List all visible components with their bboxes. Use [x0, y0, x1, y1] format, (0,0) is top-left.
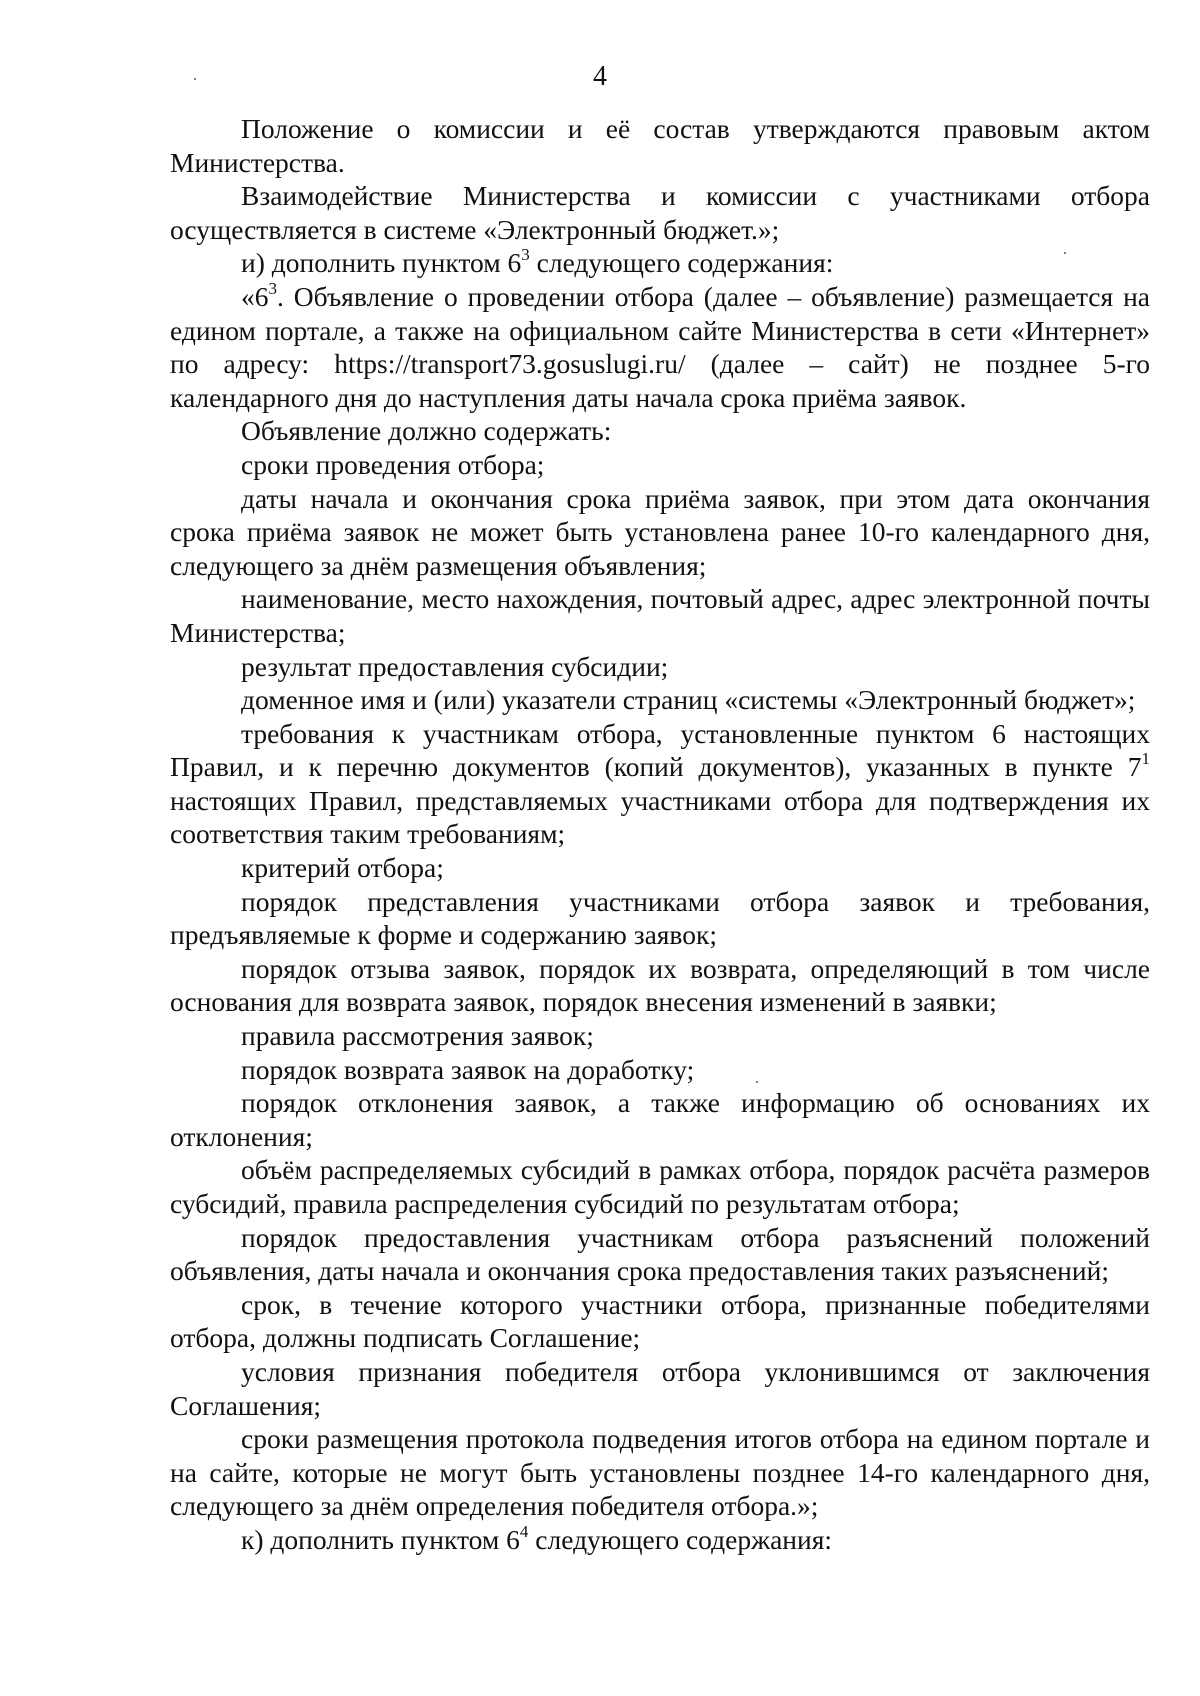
superscript: 3 [521, 245, 530, 265]
paragraph: срок, в течение которого участники отбора, признанные победителями отбора, должны подписать Соглашение; [170, 1288, 1150, 1354]
paragraph: результат предоставления субсидии; [241, 650, 669, 682]
scan-speck [194, 78, 196, 80]
paragraph: порядок отзыва заявок, порядок их возврата, определяющий в том числе основания для возврата заявок, порядок внесения изменений в заявки; [170, 952, 1150, 1018]
paragraph: сроки размещения протокола подведения итогов отбора на едином портале и на сайте, которые не могут быть установлены позднее 14-го календарного дня, следующего за днём определения победителя отбора.»; [170, 1423, 1150, 1522]
superscript: 3 [268, 278, 277, 298]
paragraph: и) дополнить пунктом $6^3$ следующего содержания: [241, 245, 834, 279]
paragraph: критерий отбора; [241, 852, 444, 884]
paragraph: доменное имя и (или) указатели страниц «системы «Электронный бюджет»; [241, 684, 1136, 716]
superscript: 1 [1141, 749, 1150, 769]
page-number: 4 [593, 61, 607, 92]
paragraph: объём распределяемых субсидий в рамках отбора, порядок расчёта размеров субсидий, правила распределения субсидий по результатам отбора; [170, 1154, 1150, 1219]
superscript: 4 [519, 1521, 529, 1541]
paragraph: даты начала и окончания срока приёма заявок, при этом дата окончания срока приёма заявок не может быть установлена ранее 10-го календарного дня, следующего за днём размещения объявления; [170, 482, 1150, 581]
paragraph: порядок возврата заявок на доработку; [241, 1053, 695, 1085]
paragraph: условия признания победителя отбора уклонившимся от заключения Соглашения; [170, 1355, 1150, 1421]
paragraph: Положение о комиссии и её состав утверждаются правовым актом Министерства. [170, 113, 1150, 178]
scan-speck [756, 1081, 758, 1083]
paragraph: порядок предоставления участникам отбора разъяснений положений объявления, даты начала и окончания срока предоставления таких разъяснений; [170, 1221, 1150, 1287]
paragraph: Взаимодействие Министерства и комиссии с участниками отбора осуществляется в системе «Электронный бюджет.»; [170, 180, 1150, 245]
paragraph: порядок отклонения заявок, а также информацию об основаниях их отклонения; [170, 1087, 1150, 1152]
paragraph: к) дополнить пунктом $6^4$ следующего содержания: [241, 1521, 832, 1555]
paragraph: «$6^3$. Объявление о проведении отбора (далее – объявление) размещается на едином портале, а также на официальном сайте Министерства в сети «Интернет» по адресу: https://transport73.gosuslugi.ru/ (далее – сайт) не позднее 5-го календарного дня до наступления даты начала срока приёма заявок. [170, 278, 1150, 413]
paragraph: порядок представления участниками отбора заявок и требования, предъявляемые к форме и содержанию заявок; [170, 885, 1150, 951]
document-body [170, 112, 1150, 1557]
paragraph: требования к участникам отбора, установленные пунктом 6 настоящих Правил, и к перечню документов (копий документов), указанных в пункте $7^1$ настоящих Правил, представляемых участниками отбора для подтверждения их соответствия таким требованиям; [170, 717, 1150, 850]
paragraph: сроки проведения отбора; [241, 448, 545, 480]
paragraph: наименование, место нахождения, почтовый адрес, адрес электронной почты Министерства; [170, 583, 1150, 648]
paragraph: правила рассмотрения заявок; [241, 1020, 594, 1052]
paragraph: Объявление должно содержать: [241, 415, 612, 447]
scan-speck [1064, 252, 1066, 254]
